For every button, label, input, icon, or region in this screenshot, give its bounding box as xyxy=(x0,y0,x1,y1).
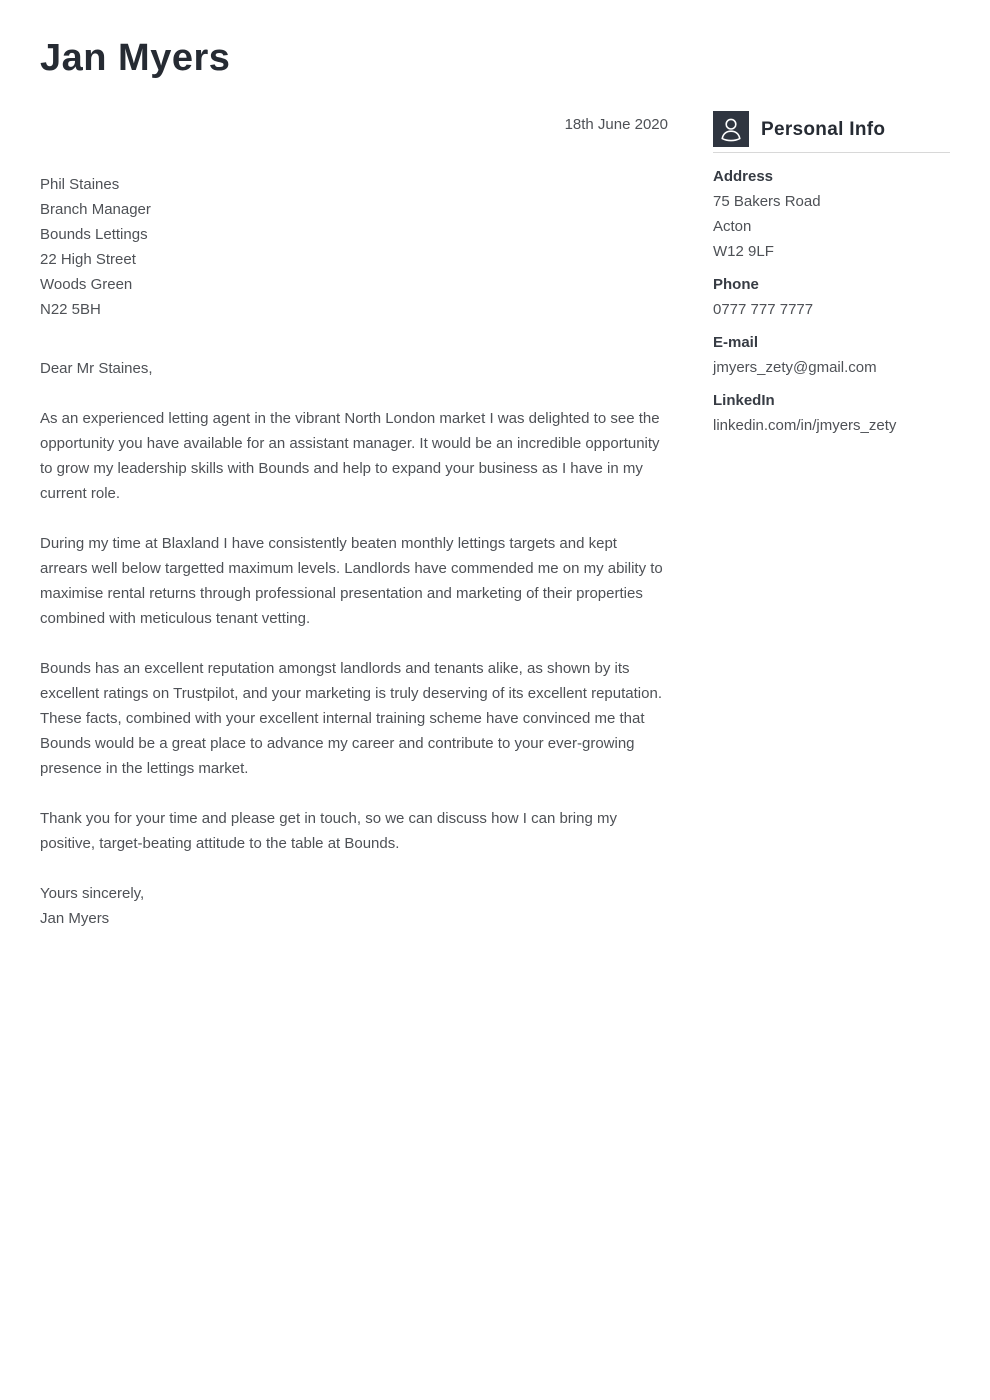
sidebar-label: Address xyxy=(713,168,774,185)
letter-paragraph: During my time at Blaxland I have consistently beaten monthly lettings targets and kept arrears well below targetted maximum levels. Landlords have commended me on my ability to maximise rental returns through professional presentation and marketing of their properties combined with meticulous tenant vetting. xyxy=(40,535,663,627)
recipient-address-block xyxy=(40,172,668,322)
sidebar-label: LinkedIn xyxy=(713,392,775,409)
sidebar-section-linkedin xyxy=(713,388,950,438)
sidebar-value: jmyers_zety@gmail.com xyxy=(713,359,877,376)
sidebar-section-phone xyxy=(713,272,950,322)
recipient-line: Branch Manager xyxy=(40,201,151,218)
closing-line: Yours sincerely, xyxy=(40,885,145,902)
person-icon xyxy=(713,111,749,147)
personal-info-sidebar xyxy=(713,111,950,438)
sidebar-label: Phone xyxy=(713,276,759,293)
letter-date: 18th June 2020 xyxy=(564,116,668,133)
letter-paragraph: Bounds has an excellent reputation amongst landlords and tenants alike, as shown by its excellent ratings on Trustpilot, and your marketing is truly deserving of its excellent reputation. These facts, combined with your excellent internal training scheme have convinced me that Bounds would be a great place to advance my career and contribute to your ever-growing presence in the lettings market. xyxy=(40,660,662,777)
salutation: Dear Mr Staines, xyxy=(40,360,153,377)
personal-info-header xyxy=(713,111,950,153)
sidebar-section-email xyxy=(713,330,950,380)
recipient-line: N22 5BH xyxy=(40,301,101,318)
sidebar-value: 75 Bakers Road xyxy=(713,193,821,210)
sidebar-value: W12 9LF xyxy=(713,243,774,260)
signature-name: Jan Myers xyxy=(40,910,110,927)
recipient-line: Bounds Lettings xyxy=(40,226,148,243)
sidebar-value: 0777 777 7777 xyxy=(713,301,814,318)
sidebar-value: linkedin.com/in/jmyers_zety xyxy=(713,417,897,434)
letter-paragraph: As an experienced letting agent in the vibrant North London market I was delighted to see the opportunity you have available for an assistant manager. It would be an incredible opportunity to grow my leadership skills with Bounds and help to expand your business as I have in my current role. xyxy=(40,410,660,502)
sidebar-title: Personal Info xyxy=(761,118,886,140)
recipient-line: Woods Green xyxy=(40,276,133,293)
recipient-line: Phil Staines xyxy=(40,176,120,193)
recipient-line: 22 High Street xyxy=(40,251,136,268)
sidebar-value: Acton xyxy=(713,218,752,235)
page-title: Jan Myers xyxy=(40,37,231,79)
sidebar-label: E-mail xyxy=(713,334,759,351)
letter-body-column xyxy=(40,112,668,931)
sidebar-section-address xyxy=(713,164,950,264)
letter-paragraph: Thank you for your time and please get in touch, so we can discuss how I can bring my positive, target-beating attitude to the table at Bounds. xyxy=(40,810,617,852)
